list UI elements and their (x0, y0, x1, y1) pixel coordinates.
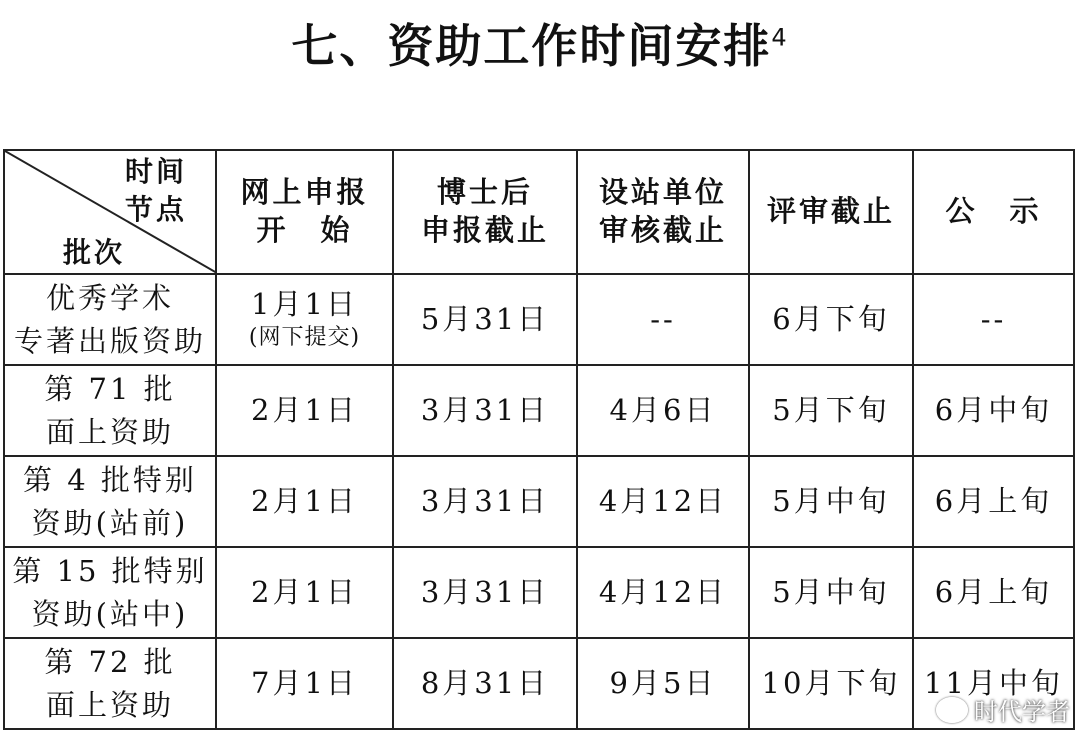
table-cell: 6月下旬 (749, 274, 913, 365)
table-cell: 3月31日 (393, 547, 577, 638)
watermark (936, 692, 1070, 727)
table-cell: 5月31日 (393, 274, 577, 365)
table-cell: 5月下旬 (749, 365, 913, 456)
table-cell: 3月31日 (393, 456, 577, 547)
diagonal-header-cell (4, 150, 216, 274)
header-col-publicity: 公 示 (913, 150, 1074, 274)
table-cell: 7月1日 (216, 638, 393, 729)
table-cell: 5月中旬 (749, 456, 913, 547)
row-label: 第 72 批 面上资助 (4, 638, 216, 729)
table-row (4, 365, 1074, 456)
table-cell: 1月1日 (网下提交) (216, 274, 393, 365)
table-row (4, 274, 1074, 365)
table-cell: 6月上旬 (913, 456, 1074, 547)
table-cell: 10月下旬 (749, 638, 913, 729)
table-cell: 4月12日 (577, 547, 749, 638)
header-col-postdoc-deadline: 博士后 申报截止 (393, 150, 577, 274)
table-cell: 6月中旬 (913, 365, 1074, 456)
table-cell: 2月1日 (216, 547, 393, 638)
table-cell: 2月1日 (216, 365, 393, 456)
table-cell: 5月中旬 (749, 547, 913, 638)
header-col-evaluation-deadline: 评审截止 (749, 150, 913, 274)
header-col-unit-review-deadline: 设站单位 审核截止 (577, 150, 749, 274)
header-row (4, 150, 1074, 274)
table-cell: 11月中旬 (913, 638, 1074, 729)
schedule-table (3, 149, 1075, 730)
header-batch-label: 批次 (63, 235, 126, 269)
page-title: 七、资助工作时间安排$^4$ (291, 19, 789, 73)
table-cell: 8月31日 (393, 638, 577, 729)
table-cell: 4月12日 (577, 456, 749, 547)
table-cell: 9月5日 (577, 638, 749, 729)
watermark-text: 时代学者 (974, 698, 1070, 726)
row-label: 第 4 批特别 资助(站前) (4, 456, 216, 547)
table-row (4, 638, 1074, 729)
table-row (4, 547, 1074, 638)
table-row (4, 456, 1074, 547)
table-cell: -- (577, 274, 749, 365)
row-label: 第 15 批特别 资助(站中) (4, 547, 216, 638)
header-time-label: 时间 (124, 155, 187, 188)
table-cell: 2月1日 (216, 456, 393, 547)
table-cell: 3月31日 (393, 365, 577, 456)
table-cell: 6月上旬 (913, 547, 1074, 638)
offline-note: (网下提交) (248, 325, 361, 351)
header-col-online-start: 网上申报 开 始 (216, 150, 393, 274)
header-node-label: 节点 (124, 192, 187, 226)
row-label: 第 71 批 面上资助 (4, 365, 216, 456)
row-label: 优秀学术 专著出版资助 (4, 274, 216, 365)
table-cell: -- (913, 274, 1074, 365)
wechat-icon (936, 697, 968, 723)
table-cell: 4月6日 (577, 365, 749, 456)
